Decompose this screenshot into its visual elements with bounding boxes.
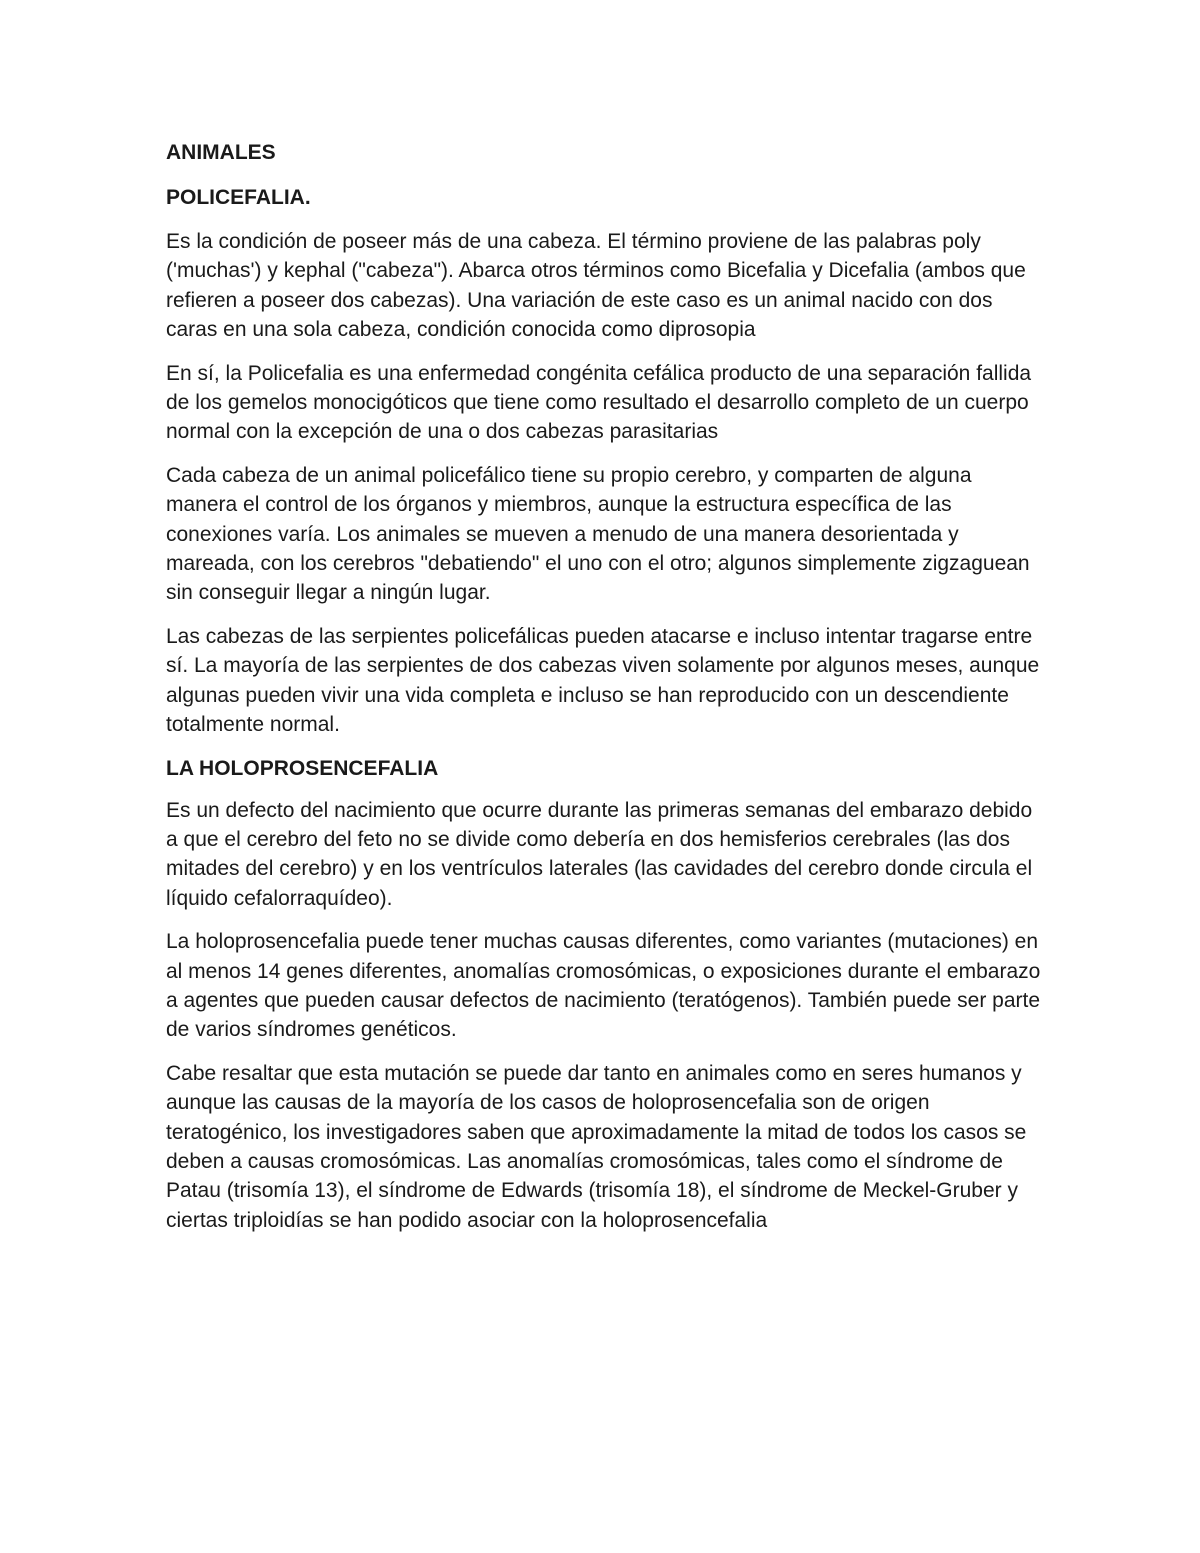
paragraph: Es la condición de poseer más de una cabeza. El término proviene de las palabras poly ('muchas') y kephal ("cabeza"). Abarca otros términos como Bicefalia y Dicefalia (ambos que refieren a poseer dos cabezas). Una variación de este caso es un animal nacido con dos caras en una sola cabeza, condición conocida como diprosopia	[166, 230, 1026, 342]
document-page	[166, 138, 1046, 1249]
paragraph: Cabe resaltar que esta mutación se puede dar tanto en animales como en seres humanos y aunque las causas de la mayoría de los casos de holoprosencefalia son de origen teratogénico, los investigadores saben que aproximadamente la mitad de todos los casos se deben a causas cromosómicas. Las anomalías cromosómicas, tales como el síndrome de Patau (trisomía 13), el síndrome de Edwards (trisomía 18), el síndrome de Meckel-Gruber y ciertas triploidías se han podido asociar con la holoprosencefalia	[166, 1061, 1027, 1232]
paragraph: Es un defecto del nacimiento que ocurre durante las primeras semanas del embarazo debido a que el cerebro del feto no se divide como debería en dos hemisferios cerebrales (las dos mitades del cerebro) y en los ventrículos laterales (las cavidades del cerebro donde circula el líquido cefalorraquídeo).	[166, 798, 1033, 910]
section-heading-policefalia: POLICEFALIA.	[166, 186, 311, 209]
paragraph: En sí, la Policefalia es una enfermedad congénita cefálica producto de una separación fallida de los gemelos monocigóticos que tiene como resultado el desarrollo completo de un cuerpo normal con la excepción de una o dos cabezas parasitarias	[166, 361, 1032, 444]
document-title: ANIMALES	[166, 141, 276, 164]
paragraph: Cada cabeza de un animal policefálico tiene su propio cerebro, y comparten de alguna manera el control de los órganos y miembros, aunque la estructura específica de las conexiones varía. Los animales se mueven a menudo de una manera desorientada y mareada, con los cerebros "debatiendo" el uno con el otro; algunos simplemente zigzaguean sin conseguir llegar a ningún lugar.	[166, 463, 1030, 605]
section-heading-holoprosencefalia: LA HOLOPROSENCEFALIA	[166, 756, 439, 780]
paragraph: Las cabezas de las serpientes policefálicas pueden atacarse e incluso intentar tragarse entre sí. La mayoría de las serpientes de dos cabezas viven solamente por algunos meses, aunque algunas pueden vivir una vida completa e incluso se han reproducido con un descendiente totalmente normal.	[166, 624, 1040, 737]
paragraph: La holoprosencefalia puede tener muchas causas diferentes, como variantes (mutaciones) en al menos 14 genes diferentes, anomalías cromosómicas, o exposiciones durante el embarazo a agentes que pueden causar defectos de nacimiento (teratógenos). También puede ser parte de varios síndromes genéticos.	[166, 930, 1041, 1042]
